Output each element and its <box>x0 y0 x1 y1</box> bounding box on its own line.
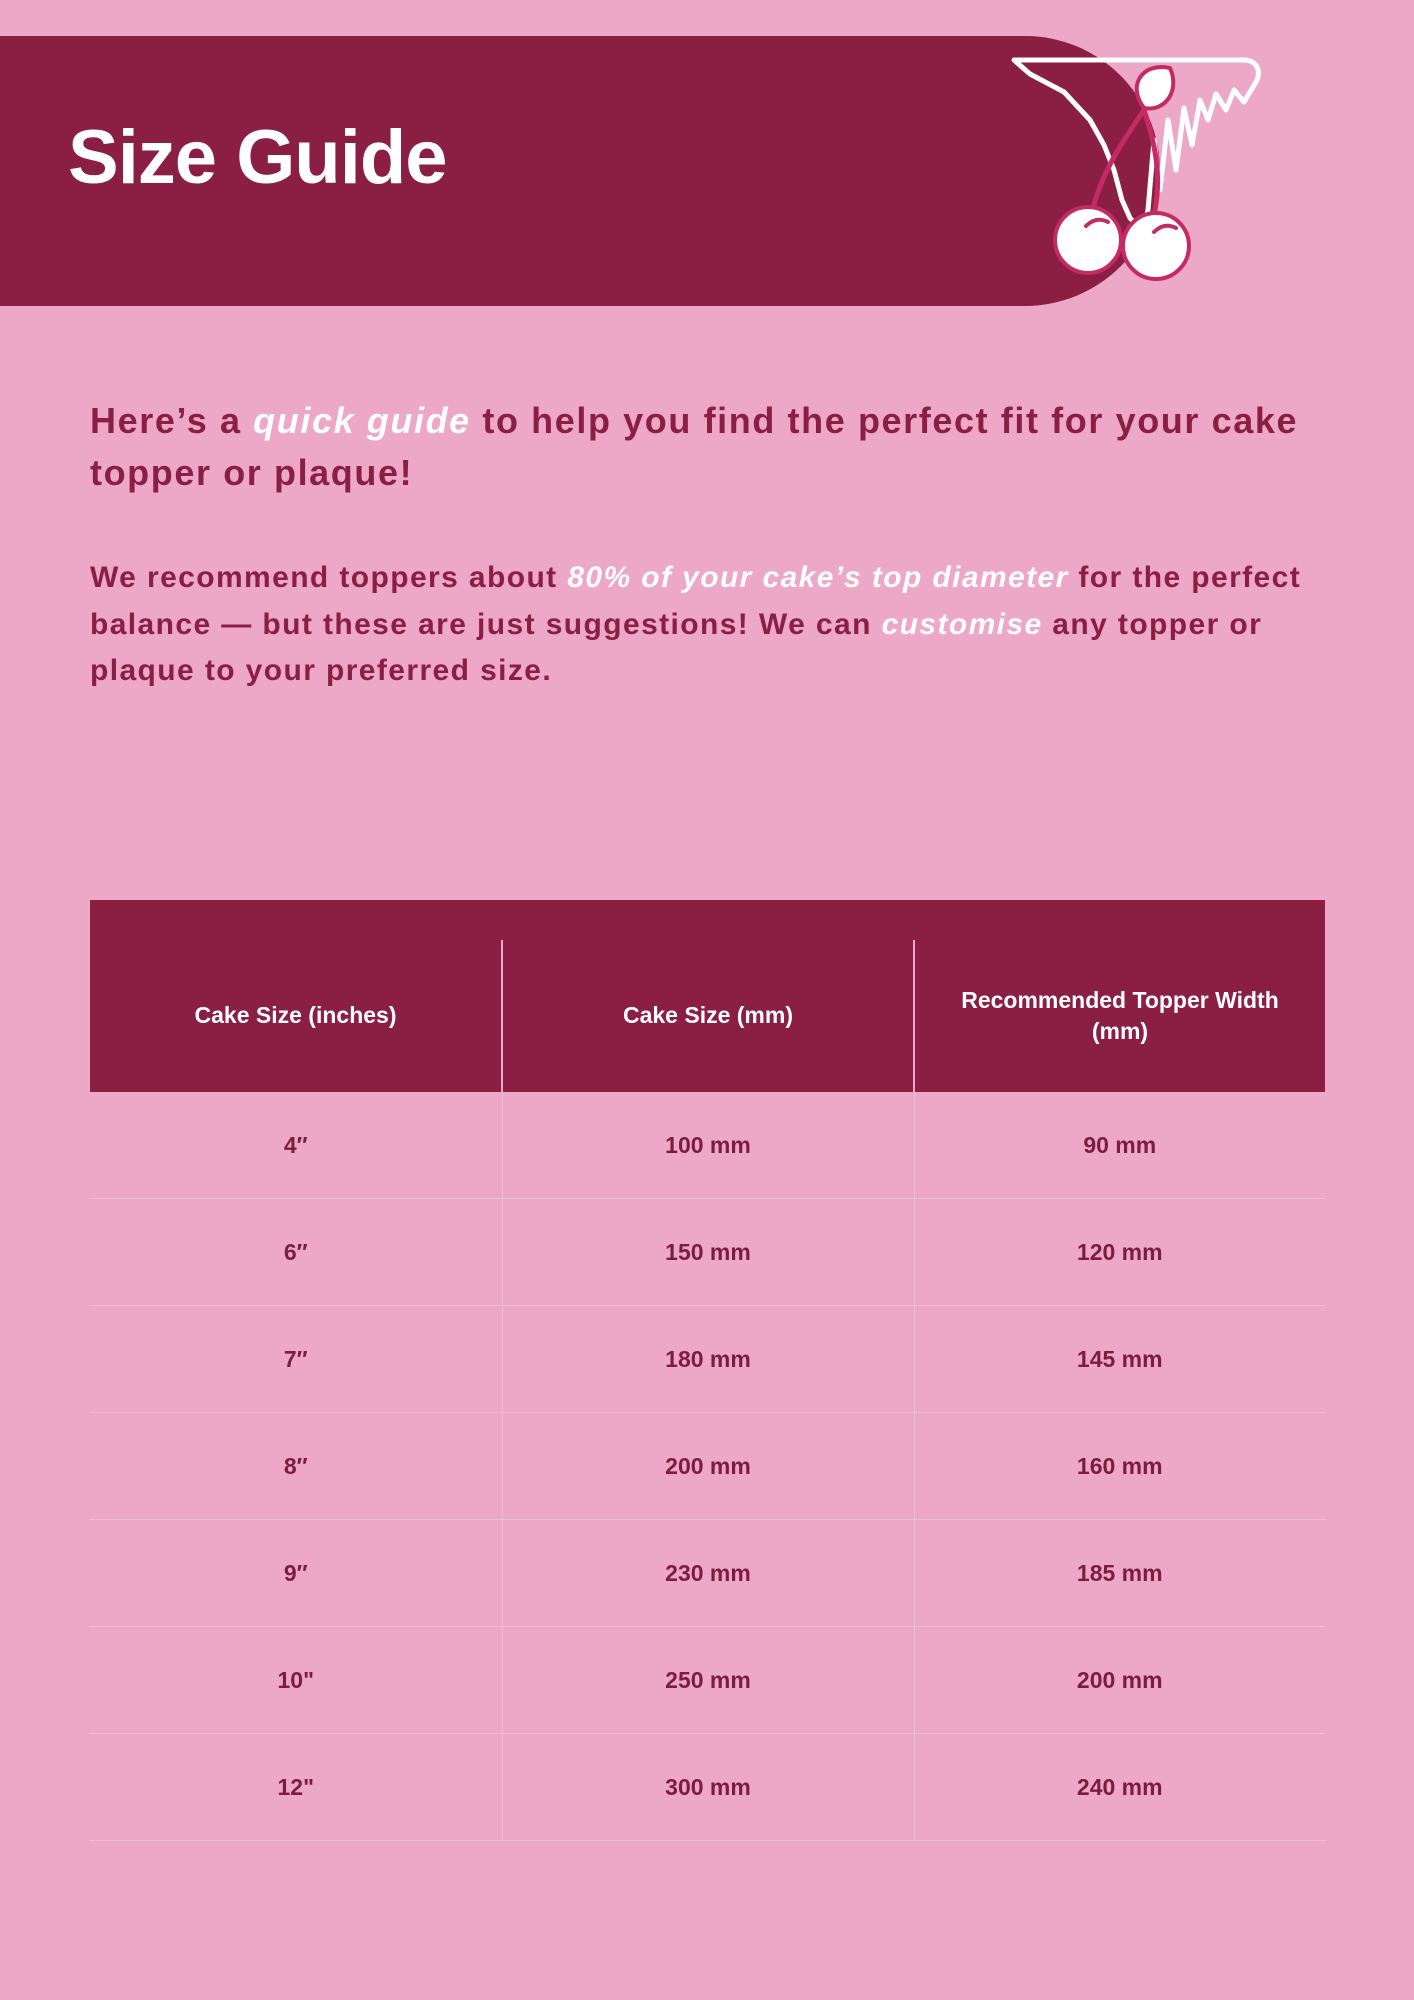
cell-cake-size-inches: 9″ <box>90 1520 502 1627</box>
cell-topper-width-mm: 200 mm <box>914 1627 1325 1734</box>
cell-topper-width-mm: 160 mm <box>914 1413 1325 1520</box>
table-row <box>90 1734 1325 1841</box>
table-header-row <box>90 940 1325 1092</box>
intro-heading-part2: to help you find the perfect fit for your cake topper or plaque! <box>90 400 1299 494</box>
table-row <box>90 1199 1325 1306</box>
intro-heading-emphasis: quick guide <box>253 400 471 441</box>
table-row <box>90 1092 1325 1199</box>
cell-cake-size-mm: 180 mm <box>502 1306 914 1413</box>
intro-body-part1: We recommend toppers about <box>90 561 568 595</box>
intro-body-part2: for the perfect balance — but these are just suggestions! We can <box>90 561 1302 641</box>
cell-cake-size-mm: 300 mm <box>502 1734 914 1841</box>
cell-cake-size-inches: 8″ <box>90 1413 502 1520</box>
intro-body <box>90 555 1330 695</box>
table-top-bar-cell <box>502 900 914 940</box>
cell-topper-width-mm: 145 mm <box>914 1306 1325 1413</box>
cell-cake-size-inches: 4″ <box>90 1092 502 1199</box>
table-header-cake-size-mm: Cake Size (mm) <box>502 940 914 1092</box>
cell-cake-size-inches: 7″ <box>90 1306 502 1413</box>
cell-cake-size-inches: 10" <box>90 1627 502 1734</box>
cell-topper-width-mm: 90 mm <box>914 1092 1325 1199</box>
table-row <box>90 1520 1325 1627</box>
cell-cake-size-mm: 250 mm <box>502 1627 914 1734</box>
intro-body-emphasis-1: 80% of your cake’s top diameter <box>567 561 1069 595</box>
cherries-with-drip-icon <box>994 50 1294 350</box>
intro-body-emphasis-2: customise <box>881 607 1043 641</box>
table-header-recommended-topper-width: Recommended Topper Width (mm) <box>914 940 1325 1092</box>
cell-cake-size-mm: 150 mm <box>502 1199 914 1306</box>
intro-heading-part1: Here’s a <box>90 400 254 441</box>
cell-topper-width-mm: 185 mm <box>914 1520 1325 1627</box>
cell-cake-size-mm: 200 mm <box>502 1413 914 1520</box>
intro-body-part3: any topper or plaque to your preferred size. <box>90 607 1263 688</box>
table-top-bar <box>90 900 1325 940</box>
cell-cake-size-inches: 6″ <box>90 1199 502 1306</box>
cell-cake-size-inches: 12" <box>90 1734 502 1841</box>
table-header-cake-size-inches: Cake Size (inches) <box>90 940 502 1092</box>
cell-topper-width-mm: 240 mm <box>914 1734 1325 1841</box>
table-top-bar-cell <box>90 900 502 940</box>
cell-cake-size-mm: 100 mm <box>502 1092 914 1199</box>
table-row <box>90 1627 1325 1734</box>
size-guide-table <box>90 900 1325 1841</box>
table-top-bar-cell <box>914 900 1325 940</box>
page-title: Size Guide <box>68 115 447 200</box>
cell-topper-width-mm: 120 mm <box>914 1199 1325 1306</box>
cell-cake-size-mm: 230 mm <box>502 1520 914 1627</box>
table-row <box>90 1413 1325 1520</box>
intro-heading <box>90 395 1330 499</box>
intro-block <box>90 395 1330 695</box>
table-row <box>90 1306 1325 1413</box>
